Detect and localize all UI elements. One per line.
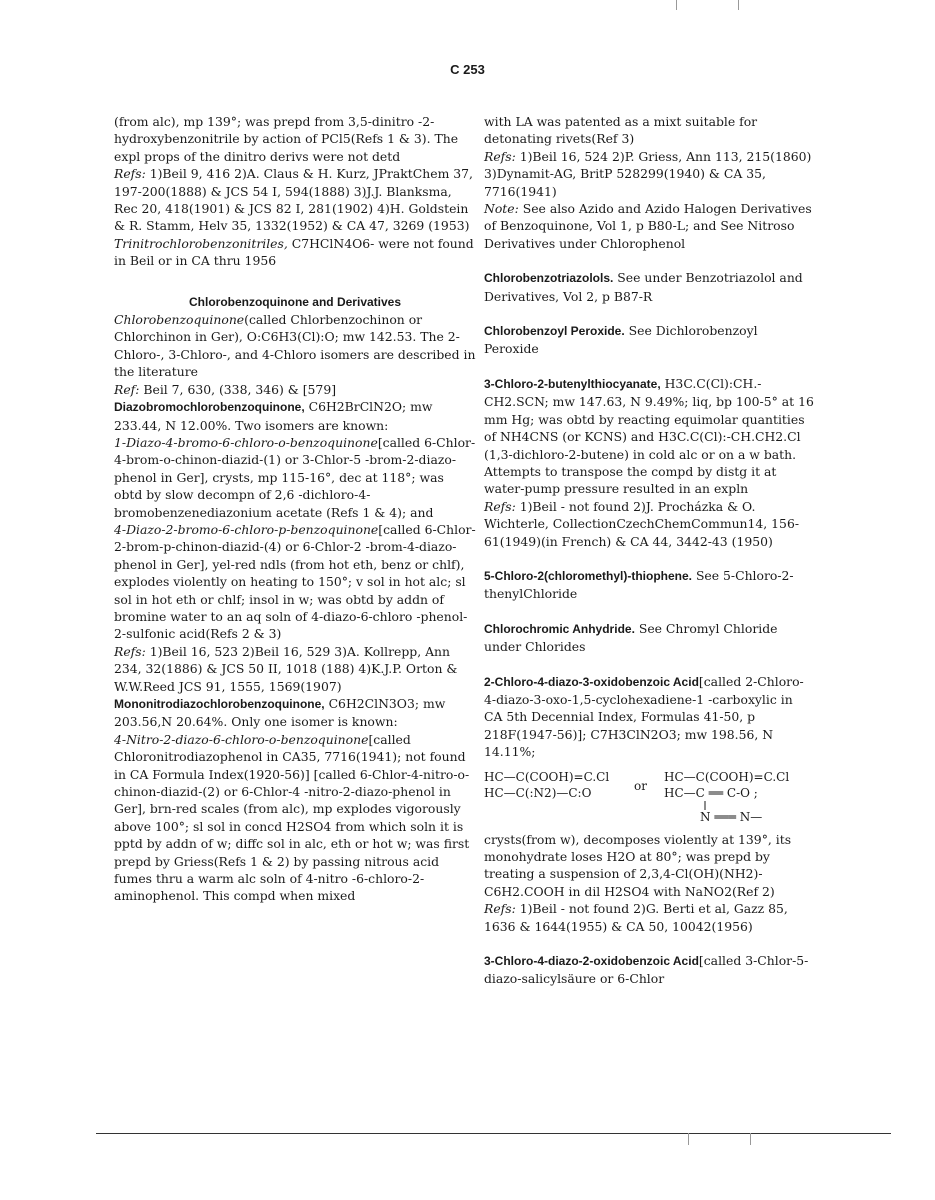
entry-title: Mononitrodiazochlorobenzoquinone, bbox=[114, 697, 325, 711]
compound-text: [called 6-Chlor-4-brom-o-chinon-diazid-(1) or 3-Chlor-5 -brom-2-diazo-phenol in Ger], crysts, mp 115-16°, dec at 118°; was obtd by slow decompn of 2,6 -dichloro-4-bromobenzenediazonium acetate (Refs 1 & 4); and bbox=[114, 434, 476, 520]
entry-text: See 5-Chloro-2-thenylChloride bbox=[484, 567, 794, 602]
paragraph bbox=[484, 269, 814, 305]
paragraph bbox=[114, 695, 476, 731]
paragraph bbox=[114, 235, 476, 270]
paragraph bbox=[484, 952, 814, 988]
top-crop-mark-1 bbox=[676, 0, 677, 10]
references-paragraph bbox=[114, 165, 476, 235]
compound-name: Trinitrochlorobenzonitriles, bbox=[114, 235, 288, 251]
entry-title: Chlorochromic Anhydride. bbox=[484, 621, 635, 636]
structural-formula bbox=[484, 767, 814, 825]
references-label: Refs: bbox=[484, 901, 516, 917]
paragraph bbox=[114, 521, 476, 643]
references-text: Beil 7, 630, (338, 346) & [579] bbox=[139, 381, 337, 397]
paragraph: (from alc), mp 139°; was prepd from 3,5-dinitro -2-hydroxybenzonitrile by action of PCl5(Refs 1 & 3). The expl props of the dinitro derivs were not detd bbox=[114, 114, 459, 164]
compound-name: 4-Diazo-2-bromo-6-chloro-p-benzoquinone bbox=[114, 521, 379, 537]
paragraph: with LA was patented as a mixt suitable for detonating rivets(Ref 3) bbox=[484, 114, 758, 147]
formula-left-line-1: HC—C(COOH)=C.Cl bbox=[484, 769, 610, 784]
paragraph bbox=[114, 311, 476, 381]
entry-title: 3-Chloro-2-butenylthiocyanate, bbox=[484, 376, 661, 391]
references-label: Refs: bbox=[114, 166, 146, 182]
note-paragraph bbox=[484, 200, 814, 252]
compound-text: C7HClN4O6- were not found in Beil or in CA thru 1956 bbox=[114, 235, 474, 269]
page-number: C 253 bbox=[450, 62, 485, 77]
entry-title: Diazobromochlorobenzoquinone, bbox=[114, 400, 305, 415]
references-paragraph bbox=[114, 381, 476, 398]
compound-name: Chlorobenzoquinone bbox=[114, 312, 245, 328]
paragraph bbox=[114, 731, 476, 905]
entry-text: H3C.C(Cl):CH.-CH2.SCN; mw 147.63, N 9.49%; liq, bp 100-5° at 16 mm Hg; was obtd by reacting equimolar quantities of NH4CNS (or KCNS) and H3C.C(Cl):-CH.CH2.Cl (1,3-dichloro-2-butene) in cold alc or on a w bath. Attempts to transpose the compd by distg it at water-pump pressure resulted in an expln bbox=[484, 375, 814, 497]
paragraph bbox=[114, 434, 476, 521]
compound-text: (called Chlorbenzochinon or Chlorchinon in Ger), O:C6H3(Cl):O; mw 142.53. The 2-Chloro-, 3-Chloro-, and 4-Chloro isomers are described in the literature bbox=[114, 312, 476, 380]
bottom-crop-mark-1 bbox=[688, 1133, 689, 1145]
entry-text: C6H2BrClN2O; mw 233.44, N 12.00%. Two isomers are known: bbox=[114, 399, 433, 433]
references-paragraph bbox=[484, 900, 814, 935]
entry-title: 2-Chloro-4-diazo-3-oxidobenzoic Acid bbox=[484, 674, 699, 689]
note-label: Note: bbox=[484, 201, 519, 217]
entry-title: Chlorobenzoyl Peroxide. bbox=[484, 324, 625, 339]
paragraph bbox=[484, 620, 814, 656]
formula-right-line-3: N ═══ N— bbox=[700, 809, 763, 824]
section-heading: Chlorobenzoquinone and Derivatives bbox=[188, 294, 402, 309]
entry-title: 5-Chloro-2(chloromethyl)-thiophene. bbox=[484, 568, 692, 583]
references-label: Refs: bbox=[484, 498, 516, 514]
references-text: 1)Beil 16, 524 2)P. Griess, Ann 113, 215(1860) 3)Dynamit-AG, BritP 528299(1940) & CA 35, 7716(1941) bbox=[484, 148, 812, 199]
paragraph bbox=[114, 398, 476, 434]
references-label: Refs: bbox=[484, 148, 516, 164]
entry-title: 3-Chloro-4-diazo-2-oxidobenzoic Acid bbox=[484, 954, 699, 969]
paragraph bbox=[484, 322, 814, 358]
references-text: 1)Beil 9, 416 2)A. Claus & H. Kurz, JPraktChem 37, 197-200(1888) & JCS 54 I, 594(1888) 3)J.J. Blanksma, Rec 20, 418(1901) & JCS 82 I, 281(1902) 4)H. Goldstein & R. Stamm, Helv 35, 1332(1952) & CA 47, 3269 (1953) bbox=[114, 166, 473, 234]
right-column bbox=[484, 113, 814, 988]
entry-title: Chlorobenzotriazolols. bbox=[484, 271, 614, 286]
compound-name: 1-Diazo-4-bromo-6-chloro-o-benzoquinone bbox=[114, 434, 378, 450]
paragraph bbox=[484, 673, 814, 761]
compound-text: [called Chloronitrodiazophenol in CA35, 7716(1941); not found in CA Formula Index(1920-56)] [called 6-Chlor-4-nitro-o-chinon-diazid-(2) or 6-Chlor-4 -nitro-2-diazo-phenol in Ger], brn-red scales (from alc), mp explodes vigorously above 100°; sl sol in concd H2SO4 from which soln it is pptd by addn of w; diffc sol in alc, eth or hot w; was first prepd by Griess(Refs 1 & 2) by passing nitrous acid fumes thru a warm alc soln of 4-nitro -6-chloro-2-aminophenol. This compd when mixed bbox=[114, 731, 470, 904]
references-text: 1)Beil - not found 2)G. Berti et al, Gazz 85, 1636 & 1644(1955) & CA 50, 10042(1956) bbox=[484, 901, 788, 934]
references-text: 1)Beil - not found 2)J. Procházka & O. Wichterle, CollectionCzechChemCommun14, 156-61(1949)(in French) & CA 44, 3442-43 (1950) bbox=[484, 498, 800, 549]
references-label: Ref: bbox=[114, 381, 140, 397]
paragraph bbox=[484, 567, 814, 603]
formula-left-line-2: HC—C(:N2)—C:O bbox=[484, 785, 592, 800]
entry-text: See Dichlorobenzoyl Peroxide bbox=[484, 323, 758, 357]
formula-right-line-2: HC—C ══ C-O ; bbox=[664, 785, 758, 800]
bottom-crop-mark-2 bbox=[750, 1133, 751, 1145]
references-paragraph bbox=[114, 643, 476, 695]
bottom-rule bbox=[96, 1133, 891, 1134]
references-paragraph bbox=[484, 148, 814, 200]
top-crop-mark-2 bbox=[738, 0, 739, 10]
formula-right-line-1: HC—C(COOH)=C.Cl bbox=[664, 769, 790, 784]
compound-name: 4-Nitro-2-diazo-6-chloro-o-benzoquinone bbox=[114, 731, 369, 747]
entry-text: C6H2ClN3O3; mw 203.56,N 20.64%. Only one isomer is known: bbox=[114, 696, 446, 730]
entry-text: [called 3-Chlor-5-diazo-salicylsäure or 6-Chlor bbox=[484, 953, 809, 987]
left-column bbox=[114, 113, 476, 905]
entry-text: See under Benzotriazolol and Derivatives, Vol 2, p B87-R bbox=[484, 270, 803, 304]
paragraph: crysts(from w), decomposes violently at 139°, its monohydrate loses H2O at 80°; was prepd by treating a suspension of 2,3,4-Cl(OH)(NH2)-C6H2.COOH in dil H2SO4 with NaNO2(Ref 2) bbox=[484, 831, 792, 899]
references-label: Refs: bbox=[114, 643, 146, 659]
entry-text: [called 2-Chloro-4-diazo-3-oxo-1,5-cyclohexadiene-1 -carboxylic in CA 5th Decennial Index, Formulas 41-50, p 218F(1947-56)]; C7H3ClN2O3; mw 198.56, N 14.11%; bbox=[484, 673, 804, 760]
formula-or: or bbox=[634, 778, 647, 793]
compound-text: [called 6-Chlor-2-brom-p-chinon-diazid-(4) or 6-Chlor-2 -brom-4-diazo-phenol in Ger], yel-red ndls (from hot eth, benz or chlf), explodes violently on heating to 150°; v sol in hot alc; sl sol in hot eth or chlf; insol in w; was obtd by addn of bromine water to an aq soln of 4-diazo-6-chloro -phenol-2-sulfonic acid(Refs 2 & 3) bbox=[114, 521, 476, 642]
references-text: 1)Beil 16, 523 2)Beil 16, 529 3)A. Kollrepp, Ann 234, 32(1886) & JCS 50 II, 1018 (188) 4)K.J.P. Orton & W.W.Reed JCS 91, 1555, 1569(1907) bbox=[114, 643, 458, 694]
note-text: See also Azido and Azido Halogen Derivatives of Benzoquinone, Vol 1, p B80-L; and See Nitroso Derivatives under Chlorophenol bbox=[484, 201, 812, 251]
entry-text: See Chromyl Chloride under Chlorides bbox=[484, 620, 778, 655]
references-paragraph bbox=[484, 498, 814, 550]
structural-formula-svg bbox=[484, 767, 814, 825]
paragraph bbox=[484, 375, 814, 498]
